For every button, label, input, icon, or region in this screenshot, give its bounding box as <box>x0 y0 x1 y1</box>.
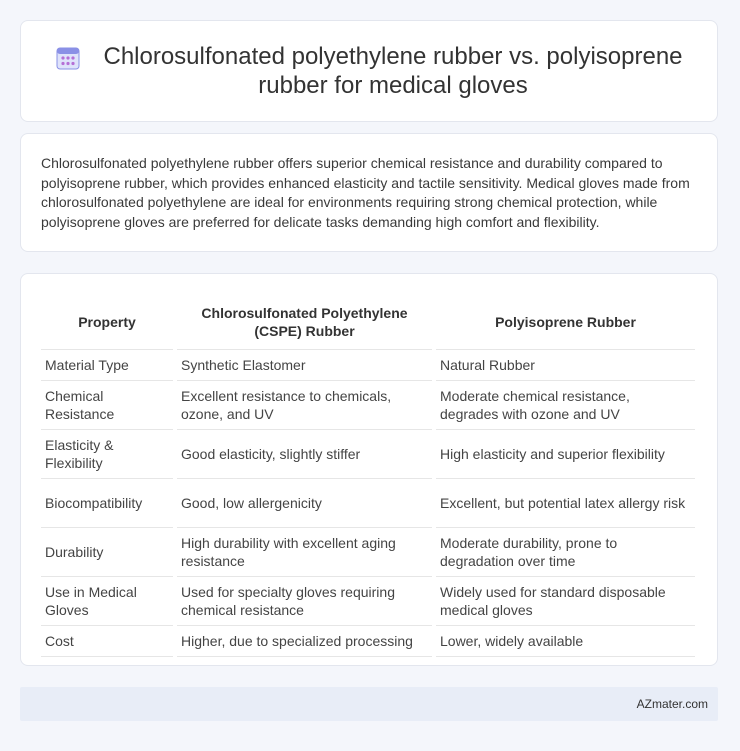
title-card <box>20 20 718 122</box>
footer-brand-link[interactable]: AZmater.com <box>636 697 708 711</box>
cspe-cell: Higher, due to specialized processing <box>177 626 432 657</box>
cspe-cell: High durability with excellent aging resistance <box>177 528 432 577</box>
polyisoprene-cell: Moderate chemical resistance, degrades with ozone and UV <box>436 381 695 430</box>
title-wrap <box>21 42 717 100</box>
comparison-table <box>37 294 699 657</box>
cspe-cell: Used for specialty gloves requiring chemical resistance <box>177 577 432 626</box>
summary-text: Chlorosulfonated polyethylene rubber offers superior chemical resistance and durability compared to polyisoprene rubber, which provides enhanced elasticity and tactile sensitivity. Medical gloves made from chlorosulfonated polyethylene are ideal for environments requiring strong chemical protection, while polyisoprene gloves are preferred for delicate tasks demanding high comfort and flexibility. <box>41 155 690 230</box>
cspe-cell: Good elasticity, slightly stiffer <box>177 430 432 479</box>
table-header-row <box>41 294 695 350</box>
table-row <box>41 350 695 381</box>
column-header-polyisoprene: Polyisoprene Rubber <box>436 294 695 350</box>
table-row <box>41 381 695 430</box>
polyisoprene-cell: Excellent, but potential latex allergy risk <box>436 479 695 528</box>
property-cell: Use in Medical Gloves <box>41 577 173 626</box>
column-header-property: Property <box>41 294 173 350</box>
property-cell: Cost <box>41 626 173 657</box>
column-header-cspe: Chlorosulfonated Polyethylene (CSPE) Rubber <box>177 294 432 350</box>
property-cell: Durability <box>41 528 173 577</box>
polyisoprene-cell: Moderate durability, prone to degradation over time <box>436 528 695 577</box>
property-cell: Elasticity & Flexibility <box>41 430 173 479</box>
table-row <box>41 528 695 577</box>
property-cell: Material Type <box>41 350 173 381</box>
calendar-grid-icon <box>55 45 81 71</box>
property-cell: Chemical Resistance <box>41 381 173 430</box>
cspe-cell: Excellent resistance to chemicals, ozone, and UV <box>177 381 432 430</box>
cspe-cell: Good, low allergenicity <box>177 479 432 528</box>
comparison-table-card <box>20 273 718 666</box>
cspe-cell: Synthetic Elastomer <box>177 350 432 381</box>
polyisoprene-cell: Widely used for standard disposable medical gloves <box>436 577 695 626</box>
table-row <box>41 626 695 657</box>
polyisoprene-cell: Lower, widely available <box>436 626 695 657</box>
property-cell: Biocompatibility <box>41 479 173 528</box>
polyisoprene-cell: Natural Rubber <box>436 350 695 381</box>
page-title: Chlorosulfonated polyethylene rubber vs. polyisoprene rubber for medical gloves <box>103 43 683 99</box>
table-row <box>41 430 695 479</box>
table-row <box>41 577 695 626</box>
polyisoprene-cell: High elasticity and superior flexibility <box>436 430 695 479</box>
summary-card <box>20 133 718 252</box>
footer-bar <box>20 687 718 721</box>
table-row <box>41 479 695 528</box>
